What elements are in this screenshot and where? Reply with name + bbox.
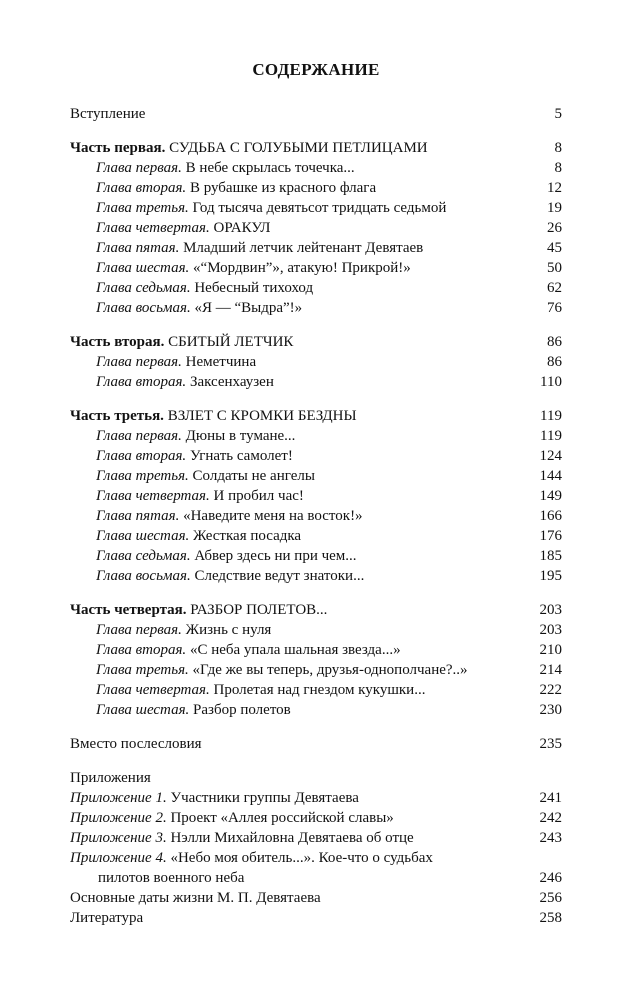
dot-leader <box>432 138 524 158</box>
dot-leader <box>368 566 524 586</box>
dot-leader <box>147 908 524 928</box>
entry-page-number: 235 <box>539 736 562 752</box>
part-label: Часть третья. <box>70 408 164 424</box>
chapter-label: Глава четвертая. <box>96 488 210 504</box>
appendix-label: Приложение 3. <box>70 830 167 846</box>
toc-chapter[interactable] <box>70 466 562 486</box>
dot-leader <box>260 352 524 372</box>
dot-leader <box>297 332 524 352</box>
dot-leader <box>331 600 524 620</box>
entry-page-number: 176 <box>539 528 562 544</box>
dot-leader <box>248 868 524 888</box>
chapter-label: Глава вторая. <box>96 180 187 196</box>
part-label: Часть вторая. <box>70 334 165 350</box>
chapter-title: Угнать самолет! <box>186 448 293 464</box>
entry-page-number: 149 <box>539 488 562 504</box>
dot-leader <box>325 888 524 908</box>
toc-chapter[interactable] <box>70 566 562 586</box>
toc-appendix[interactable] <box>70 788 562 808</box>
entry-page-number: 203 <box>539 622 562 638</box>
appendix-label: Приложение 2. <box>70 810 167 826</box>
dot-leader <box>359 158 524 178</box>
entry-title: Основные даты жизни М. П. Девятаева <box>70 890 321 906</box>
chapter-title: Небесный тихоход <box>190 280 314 296</box>
chapter-label: Глава первая. <box>96 622 182 638</box>
toc-part-4[interactable] <box>70 600 562 620</box>
entry-page-number: 246 <box>539 870 562 886</box>
entry-page-number: 76 <box>547 300 562 316</box>
entry-page-number: 12 <box>547 180 562 196</box>
toc-chapter[interactable] <box>70 198 562 218</box>
dot-leader <box>380 178 524 198</box>
chapter-title: Абвер здесь ни при чем... <box>190 548 357 564</box>
entry-page-number: 144 <box>539 468 562 484</box>
dot-leader <box>149 104 524 124</box>
entry-title: Вместо послесловия <box>70 736 202 752</box>
dot-leader <box>361 406 524 426</box>
toc-chapter[interactable] <box>70 620 562 640</box>
chapter-title: В небе скрылась точечка... <box>181 160 355 176</box>
toc-chapter[interactable] <box>70 258 562 278</box>
entry-page-number: 86 <box>547 334 562 350</box>
chapter-title: И пробил час! <box>209 488 304 504</box>
toc-chapter[interactable] <box>70 238 562 258</box>
entry-title: Вступление <box>70 106 146 122</box>
chapter-label: Глава седьмая. <box>96 280 191 296</box>
dot-leader <box>415 258 524 278</box>
toc-page <box>70 60 562 928</box>
entry-page-number: 50 <box>547 260 562 276</box>
appendix-label: Приложение 4. <box>70 850 167 866</box>
chapter-title: «Я — “Выдра”!» <box>190 300 303 316</box>
chapter-label: Глава вторая. <box>96 642 187 658</box>
toc-chapter[interactable] <box>70 372 562 392</box>
toc-chapter[interactable] <box>70 446 562 466</box>
chapter-title: Младший летчик лейтенант Девятаев <box>179 240 424 256</box>
chapter-label: Глава пятая. <box>96 508 180 524</box>
dot-leader <box>319 466 524 486</box>
dot-leader <box>418 828 524 848</box>
entry-title: Литература <box>70 910 144 926</box>
entry-page-number: 119 <box>540 428 562 444</box>
toc-appendix[interactable] <box>70 828 562 848</box>
chapter-label: Глава шестая. <box>96 528 190 544</box>
chapter-title: Пролетая над гнездом кукушки... <box>209 682 426 698</box>
dot-leader <box>278 372 524 392</box>
chapter-label: Глава первая. <box>96 354 182 370</box>
entry-page-number: 241 <box>539 790 562 806</box>
part-title: СБИТЫЙ ЛЕТЧИК <box>164 334 294 350</box>
chapter-label: Глава пятая. <box>96 240 180 256</box>
toc-chapter[interactable] <box>70 178 562 198</box>
entry-page-number: 119 <box>540 408 562 424</box>
entry-title: Приложения <box>70 770 151 786</box>
toc-part-2[interactable] <box>70 332 562 352</box>
appendix-label: Приложение 1. <box>70 790 167 806</box>
entry-page-number: 256 <box>539 890 562 906</box>
chapter-title: ОРАКУЛ <box>209 220 271 236</box>
toc-entry-literature[interactable] <box>70 908 562 928</box>
toc-chapter[interactable] <box>70 526 562 546</box>
chapter-label: Глава вторая. <box>96 374 187 390</box>
chapter-label: Глава шестая. <box>96 260 190 276</box>
appendix-title: «Небо моя обитель...». Кое-что о судьбах <box>166 850 433 866</box>
chapter-title: Неметчина <box>181 354 257 370</box>
entry-page-number: 62 <box>547 280 562 296</box>
chapter-title: Год тысяча девятьсот тридцать седьмой <box>188 200 447 216</box>
chapter-title: Солдаты не ангелы <box>188 468 315 484</box>
part-label: Часть четвертая. <box>70 602 187 618</box>
dot-leader <box>429 680 524 700</box>
dot-leader <box>367 506 524 526</box>
dot-leader <box>398 808 524 828</box>
chapter-label: Глава шестая. <box>96 702 190 718</box>
dot-leader <box>299 426 524 446</box>
chapter-title: Жесткая посадка <box>189 528 302 544</box>
toc-list <box>70 104 562 928</box>
chapter-label: Глава третья. <box>96 662 189 678</box>
toc-chapter[interactable] <box>70 546 562 566</box>
toc-entry-intro[interactable] <box>70 104 562 124</box>
entry-page-number: 242 <box>539 810 562 826</box>
dot-leader <box>297 446 524 466</box>
toc-chapter[interactable] <box>70 278 562 298</box>
chapter-label: Глава четвертая. <box>96 220 210 236</box>
toc-chapter[interactable] <box>70 218 562 238</box>
entry-page-number: 8 <box>554 160 562 176</box>
dot-leader <box>472 660 524 680</box>
entry-page-number: 166 <box>539 508 562 524</box>
chapter-label: Глава третья. <box>96 468 189 484</box>
toc-title: СОДЕРЖАНИЕ <box>252 60 380 79</box>
chapter-label: Глава третья. <box>96 200 189 216</box>
chapter-title: Разбор полетов <box>189 702 291 718</box>
entry-page-number: 195 <box>539 568 562 584</box>
chapter-title: Дюны в тумане... <box>181 428 296 444</box>
chapter-title: Заксенхаузен <box>186 374 274 390</box>
dot-leader <box>427 238 524 258</box>
entry-page-number: 45 <box>547 240 562 256</box>
chapter-label: Глава первая. <box>96 160 182 176</box>
dot-leader <box>274 218 524 238</box>
dot-leader <box>361 546 524 566</box>
entry-page-number: 243 <box>539 830 562 846</box>
toc-chapter[interactable] <box>70 158 562 178</box>
entry-page-number: 8 <box>554 140 562 156</box>
chapter-label: Глава вторая. <box>96 448 187 464</box>
part-title: ВЗЛЕТ С КРОМКИ БЕЗДНЫ <box>163 408 357 424</box>
toc-chapter[interactable] <box>70 426 562 446</box>
toc-entry-afterword[interactable] <box>70 734 562 754</box>
dot-leader <box>317 278 524 298</box>
entry-page-number: 185 <box>539 548 562 564</box>
chapter-title: Следствие ведут знатоки... <box>190 568 365 584</box>
appendix-title: Проект «Аллея российской славы» <box>166 810 394 826</box>
entry-page-number: 222 <box>539 682 562 698</box>
toc-chapter[interactable] <box>70 298 562 318</box>
entry-page-number: 214 <box>539 662 562 678</box>
part-title: РАЗБОР ПОЛЕТОВ... <box>186 602 328 618</box>
chapter-title: «С неба упала шальная звезда...» <box>186 642 401 658</box>
chapter-title: «Наведите меня на восток!» <box>179 508 363 524</box>
toc-chapter[interactable] <box>70 680 562 700</box>
chapter-title: «Где же вы теперь, друзья-однополчане?..» <box>188 662 468 678</box>
entry-page-number: 210 <box>539 642 562 658</box>
toc-chapter[interactable] <box>70 352 562 372</box>
entry-page-number: 230 <box>539 702 562 718</box>
entry-page-number: 5 <box>554 106 562 122</box>
toc-chapter[interactable] <box>70 506 562 526</box>
appendix-title: Участники группы Девятаева <box>166 790 359 806</box>
chapter-label: Глава восьмая. <box>96 300 191 316</box>
toc-entry-dates[interactable] <box>70 888 562 908</box>
chapter-title: В рубашке из красного флага <box>186 180 377 196</box>
toc-part-1[interactable] <box>70 138 562 158</box>
chapter-title: Жизнь с нуля <box>181 622 272 638</box>
dot-leader <box>363 788 524 808</box>
dot-leader <box>450 198 524 218</box>
toc-chapter[interactable] <box>70 660 562 680</box>
dot-leader <box>295 700 524 720</box>
entry-page-number: 86 <box>547 354 562 370</box>
chapter-label: Глава седьмая. <box>96 548 191 564</box>
toc-appendix[interactable] <box>70 848 562 868</box>
toc-chapter[interactable] <box>70 640 562 660</box>
appendix-title-continuation: пилотов военного неба <box>98 870 245 886</box>
chapter-title: «“Мордвин”», атакую! Прикрой!» <box>189 260 411 276</box>
part-label: Часть первая. <box>70 140 166 156</box>
entry-page-number: 203 <box>539 602 562 618</box>
entry-page-number: 124 <box>539 448 562 464</box>
entry-page-number: 258 <box>539 910 562 926</box>
dot-leader <box>306 298 524 318</box>
toc-chapter[interactable] <box>70 700 562 720</box>
toc-part-3[interactable] <box>70 406 562 426</box>
entry-page-number: 19 <box>547 200 562 216</box>
dot-leader <box>308 486 524 506</box>
chapter-label: Глава первая. <box>96 428 182 444</box>
toc-appendices-heading[interactable] <box>70 768 562 788</box>
toc-chapter[interactable] <box>70 486 562 506</box>
dot-leader <box>305 526 524 546</box>
dot-leader <box>405 640 524 660</box>
appendix-title: Нэлли Михайловна Девятаева об отце <box>166 830 414 846</box>
dot-leader <box>275 620 524 640</box>
chapter-label: Глава четвертая. <box>96 682 210 698</box>
toc-appendix[interactable] <box>70 808 562 828</box>
entry-page-number: 26 <box>547 220 562 236</box>
dot-leader <box>206 734 524 754</box>
chapter-label: Глава восьмая. <box>96 568 191 584</box>
part-title: СУДЬБА С ГОЛУБЫМИ ПЕТЛИЦАМИ <box>165 140 428 156</box>
entry-page-number: 110 <box>540 374 562 390</box>
toc-appendix-continuation[interactable] <box>70 868 562 888</box>
